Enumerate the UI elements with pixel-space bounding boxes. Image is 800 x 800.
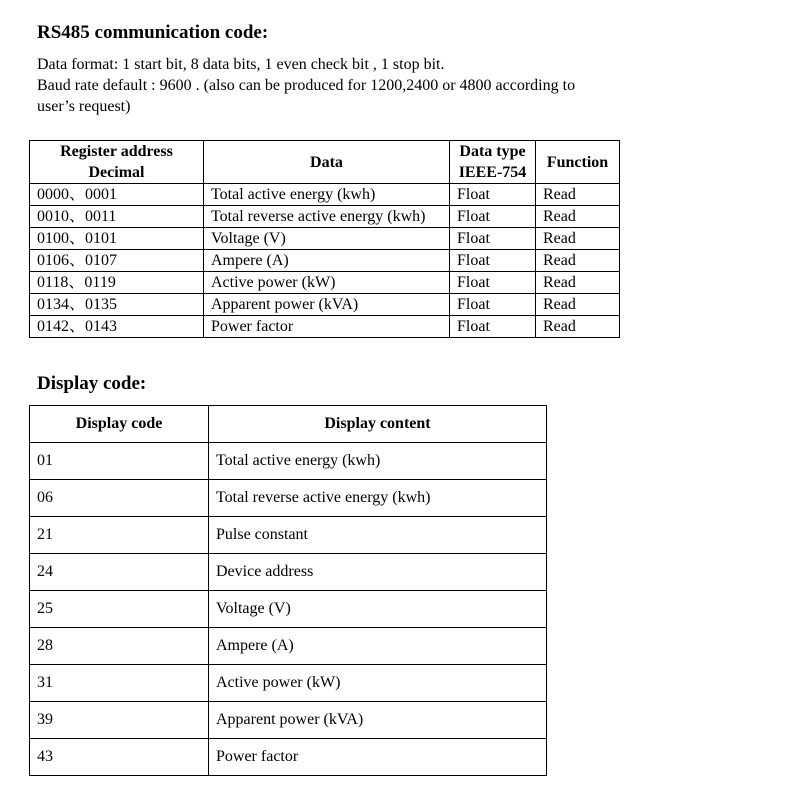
- header-register-address-line2: Decimal: [88, 164, 145, 181]
- register-table: [29, 140, 620, 338]
- header-display-content: Display content: [209, 406, 547, 443]
- display-content-cell: Voltage (V): [209, 591, 547, 628]
- format-description: [37, 54, 617, 117]
- register-address-cell: 0106、0107: [30, 250, 204, 272]
- register-data-cell: Power factor: [204, 316, 450, 338]
- register-type-cell: Float: [450, 294, 536, 316]
- register-data-cell: Total active energy (kwh): [204, 184, 450, 206]
- header-data-type: [450, 141, 536, 184]
- display-content-cell: Apparent power (kVA): [209, 702, 547, 739]
- display-code-cell: 31: [30, 665, 209, 702]
- display-code-table: [29, 405, 547, 776]
- register-function-cell: Read: [536, 206, 620, 228]
- register-address-cell: 0010、0011: [30, 206, 204, 228]
- table-row: [30, 206, 620, 228]
- table-row: [30, 628, 547, 665]
- register-data-cell: Total reverse active energy (kwh): [204, 206, 450, 228]
- table-row: [30, 702, 547, 739]
- register-type-cell: Float: [450, 184, 536, 206]
- display-code-cell: 21: [30, 517, 209, 554]
- baud-rate-line: Baud rate default : 9600 . (also can be produced for 1200,2400 or 4800 according to: [37, 77, 576, 94]
- register-address-cell: 0000、0001: [30, 184, 204, 206]
- register-data-cell: Voltage (V): [204, 228, 450, 250]
- display-code-cell: 24: [30, 554, 209, 591]
- register-type-cell: Float: [450, 316, 536, 338]
- table-row: [30, 665, 547, 702]
- register-address-cell: 0118、0119: [30, 272, 204, 294]
- display-content-cell: Pulse constant: [209, 517, 547, 554]
- register-address-cell: 0142、0143: [30, 316, 204, 338]
- register-data-cell: Active power (kW): [204, 272, 450, 294]
- header-data-type-line2: IEEE-754: [458, 164, 527, 181]
- baud-rate-line-continued: user’s request): [37, 98, 131, 115]
- table-row: [30, 554, 547, 591]
- header-register-address-line1: Register address: [60, 143, 173, 160]
- display-content-cell: Total reverse active energy (kwh): [209, 480, 547, 517]
- display-code-cell: 06: [30, 480, 209, 517]
- table-row: [30, 272, 620, 294]
- header-display-code: Display code: [30, 406, 209, 443]
- table-row: [30, 739, 547, 776]
- register-function-cell: Read: [536, 316, 620, 338]
- rs485-heading: RS485 communication code:: [37, 22, 269, 43]
- data-format-line: Data format: 1 start bit, 8 data bits, 1 even check bit , 1 stop bit.: [37, 56, 445, 73]
- header-data-type-line1: Data type: [459, 143, 526, 160]
- table-row: [30, 228, 620, 250]
- register-address-cell: 0134、0135: [30, 294, 204, 316]
- display-code-cell: 01: [30, 443, 209, 480]
- display-content-cell: Active power (kW): [209, 665, 547, 702]
- register-type-cell: Float: [450, 228, 536, 250]
- display-code-cell: 43: [30, 739, 209, 776]
- table-row: [30, 250, 620, 272]
- display-code-cell: 25: [30, 591, 209, 628]
- display-content-cell: Ampere (A): [209, 628, 547, 665]
- register-function-cell: Read: [536, 294, 620, 316]
- display-table-header: [30, 406, 547, 443]
- table-row: [30, 184, 620, 206]
- register-type-cell: Float: [450, 272, 536, 294]
- header-register-address: [30, 141, 204, 184]
- header-data: Data: [204, 141, 450, 184]
- table-row: [30, 443, 547, 480]
- register-function-cell: Read: [536, 184, 620, 206]
- register-type-cell: Float: [450, 206, 536, 228]
- register-function-cell: Read: [536, 272, 620, 294]
- table-row: [30, 517, 547, 554]
- display-code-cell: 39: [30, 702, 209, 739]
- register-address-cell: 0100、0101: [30, 228, 204, 250]
- register-type-cell: Float: [450, 250, 536, 272]
- display-content-cell: Total active energy (kwh): [209, 443, 547, 480]
- register-data-cell: Ampere (A): [204, 250, 450, 272]
- display-content-cell: Power factor: [209, 739, 547, 776]
- table-row: [30, 591, 547, 628]
- register-function-cell: Read: [536, 250, 620, 272]
- register-table-header: [30, 141, 620, 184]
- header-function: Function: [536, 141, 620, 184]
- display-content-cell: Device address: [209, 554, 547, 591]
- display-code-cell: 28: [30, 628, 209, 665]
- register-data-cell: Apparent power (kVA): [204, 294, 450, 316]
- register-function-cell: Read: [536, 228, 620, 250]
- display-code-heading: Display code:: [37, 373, 147, 394]
- table-row: [30, 480, 547, 517]
- table-row: [30, 316, 620, 338]
- table-row: [30, 294, 620, 316]
